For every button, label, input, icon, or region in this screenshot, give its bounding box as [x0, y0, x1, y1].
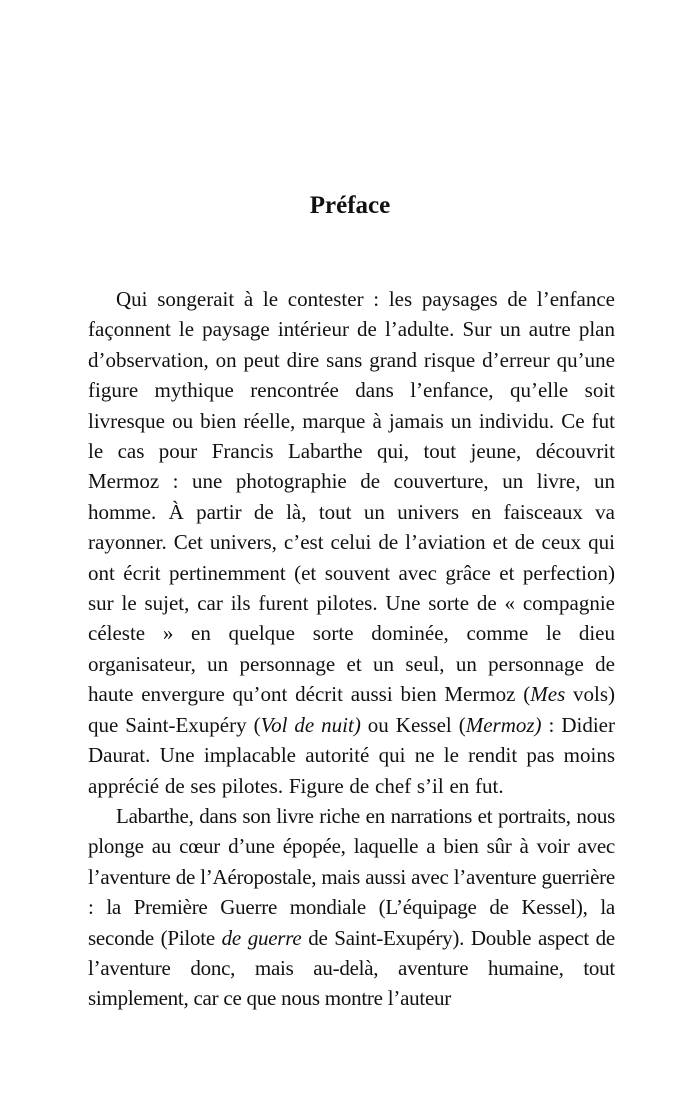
text-run: vols) que Saint-Exupéry ( [88, 682, 616, 737]
text-run: : Didier Daurat. Une implacable autorité qui ne le rendit pas moins apprécié de ses pilotes. Figure de chef s’il en fut. [88, 712, 615, 798]
paragraph [88, 284, 615, 801]
preface-body [88, 284, 615, 1014]
italic-title: de guerre [221, 925, 302, 950]
italic-title: Mermoz) [465, 712, 542, 737]
italic-title: Vol de nuit) [260, 712, 361, 737]
text-run: Qui songerait à le contester : les paysages de l’enfance façonnent le paysage intérieur de l’adulte. Sur un autre plan d’observation, on peut dire sans grand risque d’erreur qu’une figure mythique rencontrée dans l’enfance, qu’elle soit livresque ou bien réelle, marque à jamais un individu. Ce fut le cas pour Francis Labarthe qui, tout jeune, découvrit Mermoz : une photographie de couverture, un livre, un homme. À partir de là, tout un univers en faisceaux va rayonner. Cet univers, c’est celui de l’aviation et de ceux qui ont écrit pertinemment (et souvent avec grâce et perfection) sur le sujet, car ils furent pilotes. Une sorte de « compagnie céleste » en quelque sorte dominée, comme le dieu organisateur, un personnage et un seul, un personnage de haute envergure qu’ont décrit aussi bien Mermoz ( [88, 287, 615, 707]
page-title: Préface [309, 192, 391, 219]
text-run: Labarthe, dans son livre riche en narrations et portraits, nous plonge au cœur d’une épopée, laquelle a bien sûr à voir avec l’aventure de l’Aéropostale, mais aussi avec l’aventure guerrière : la Première Guerre mondiale (L’équipage de Kessel), la seconde (Pilote [88, 803, 615, 950]
paragraph [88, 801, 615, 1014]
text-run: de Saint-Exupéry). Double aspect de l’aventure donc, mais au-delà, aventure humaine, tout simplement, car ce que nous montre l’auteur [88, 925, 615, 1011]
text-run: ou Kessel ( [360, 712, 466, 737]
italic-title: Mes [530, 682, 566, 707]
